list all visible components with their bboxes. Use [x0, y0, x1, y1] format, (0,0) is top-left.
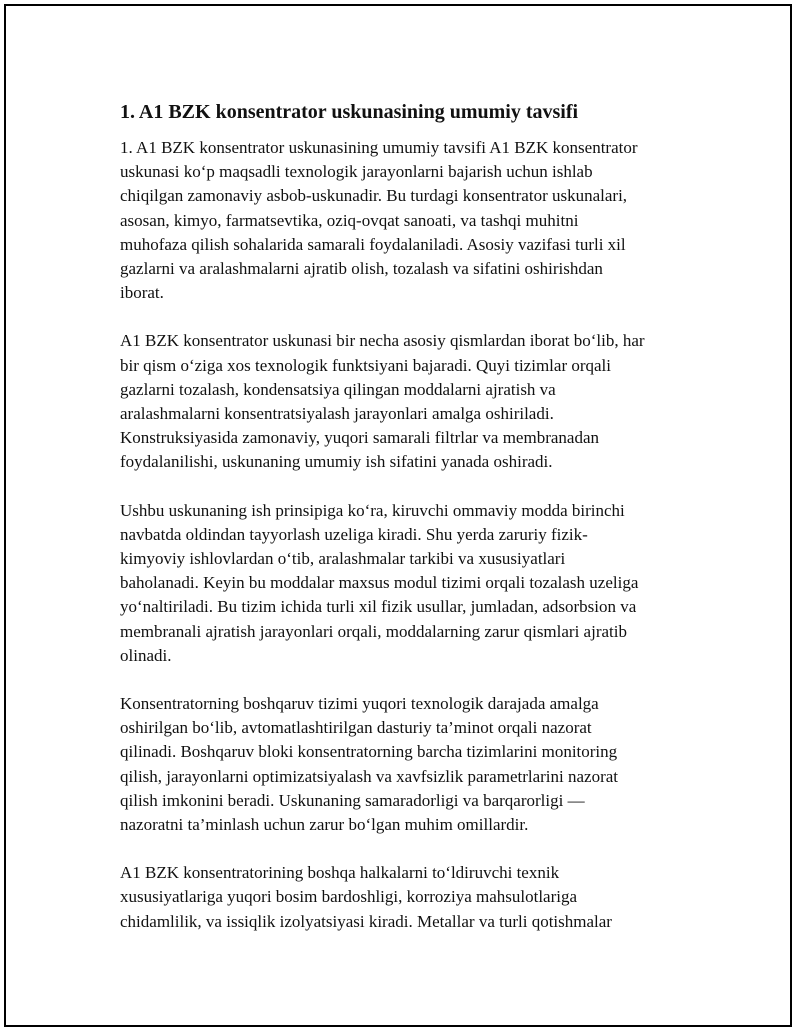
document-title: 1. A1 BZK konsentrator uskunasining umumiy tavsifi [120, 101, 579, 123]
text-line: navbatda oldindan tayyorlash uzeliga kiradi. Shu yerda zaruriy fizik- [120, 524, 588, 544]
text-line: A1 BZK konsentrator uskunasi bir necha asosiy qismlardan iborat bo‘lib, har [120, 331, 645, 351]
text-line: Konsentratorning boshqaruv tizimi yuqori texnologik darajada amalga [120, 694, 599, 714]
paragraph-2 [120, 329, 700, 474]
text-line: gazlarni tozalash, kondensatsiya qilingan moddalarni ajratish va [120, 379, 556, 399]
text-line: Konstruksiyasida zamonaviy, yuqori samarali filtrlar va membranadan [120, 428, 599, 448]
text-line: A1 BZK konsentratorining boshqa halkalarni to‘ldiruvchi texnik [120, 863, 560, 883]
text-line: qilish, jarayonlarni optimizatsiyalash va xavfsizlik parametrlarini nazorat [120, 766, 619, 786]
paragraph-1 [120, 136, 700, 305]
paragraph-5 [120, 861, 700, 934]
text-line: Ushbu uskunaning ish prinsipiga ko‘ra, kiruvchi ommaviy modda birinchi [120, 500, 625, 520]
text-line: membranali ajratish jarayonlari orqali, moddalarning zarur qismlari ajratib [120, 621, 627, 641]
text-line: qilish imkonini beradi. Uskunaning samaradorligi va barqarorligi — [120, 790, 585, 810]
text-line: olinadi. [120, 645, 172, 665]
text-line: oshirilgan bo‘lib, avtomatlashtirilgan dasturiy ta’minot orqali nazorat [120, 718, 592, 738]
text-line: chiqilgan zamonaviy asbob-uskunadir. Bu turdagi konsentrator uskunalari, [120, 186, 628, 206]
text-line: baholanadi. Keyin bu moddalar maxsus modul tizimi orqali tozalash uzeliga [120, 573, 639, 593]
text-line: bir qism o‘ziga xos texnologik funktsiyani bajaradi. Quyi tizimlar orqali [120, 355, 612, 375]
text-line: qilinadi. Boshqaruv bloki konsentratorning barcha tizimlarini monitoring [120, 742, 618, 762]
text-line: kimyoviy ishlovlardan o‘tib, aralashmalar tarkibi va xususiyatlari [120, 549, 566, 569]
text-line: nazoratni ta’minlash uchun zarur bo‘lgan muhim omillardir. [120, 815, 529, 835]
text-line: xususiyatlariga yuqori bosim bardoshligi, korroziya mahsulotlariga [120, 887, 578, 907]
text-line: asosan, kimyo, farmatsevtika, oziq-ovqat sanoati, va tashqi muhitni [120, 210, 579, 230]
text-line: muhofaza qilish sohalarida samarali foydalaniladi. Asosiy vazifasi turli xil [120, 234, 626, 254]
text-line: aralashmalarni konsentratsiyalash jarayonlari amalga oshiriladi. [120, 404, 554, 424]
text-line: yo‘naltiriladi. Bu tizim ichida turli xil fizik usullar, jumladan, adsorbsion va [120, 597, 637, 617]
text-line: foydalanilishi, uskunaning umumiy ish sifatini yanada oshiradi. [120, 452, 553, 472]
text-line: uskunasi ko‘p maqsadli texnologik jarayonlarni bajarish uchun ishlab [120, 162, 593, 182]
paragraph-3 [120, 499, 700, 668]
document-page [4, 4, 792, 1027]
text-line: gazlarni va aralashmalarni ajratib olish, tozalash va sifatini oshirishdan [120, 259, 603, 279]
text-line: iborat. [120, 283, 164, 303]
document-body [120, 98, 700, 958]
text-line: chidamlilik, va issiqlik izolyatsiyasi kiradi. Metallar va turli qotishmalar [120, 911, 612, 931]
text-line: 1. A1 BZK konsentrator uskunasining umumiy tavsifi A1 BZK konsentrator [120, 138, 638, 157]
paragraph-4 [120, 692, 700, 837]
